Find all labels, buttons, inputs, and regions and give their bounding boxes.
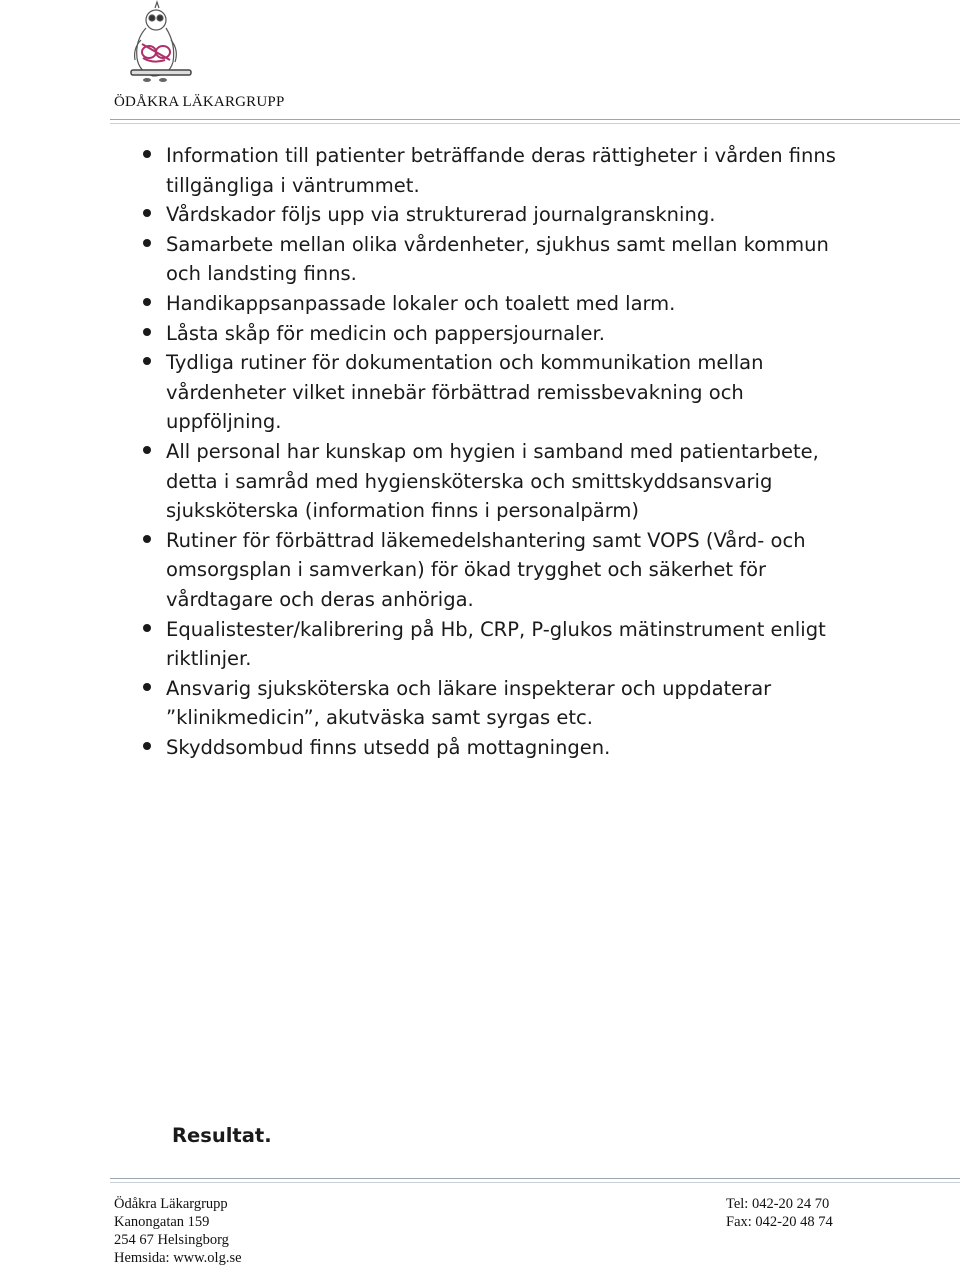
list-item [140, 230, 860, 289]
list-item-text: Handikappsanpassade lokaler och toalett med larm. [166, 291, 676, 315]
bullet-icon [143, 150, 151, 158]
list-item-text: Tydliga rutiner för dokumentation och kommunikation mellan vårdenheter vilket innebär förbättrad remissbevakning och uppföljning. [166, 351, 764, 434]
owl-logo-icon [113, 0, 195, 90]
footer-address [114, 1195, 242, 1267]
footer-street: Kanongatan 159 [114, 1214, 210, 1230]
list-item-text: Rutiner för förbättrad läkemedelshantering samt VOPS (Vård- och omsorgsplan i samverkan) för ökad trygghet och säkerhet för vårdtagare och deras anhöriga. [166, 528, 806, 611]
list-item-text: Samarbete mellan olika vårdenheter, sjukhus samt mellan kommun och landsting finns. [166, 232, 829, 286]
result-heading: Resultat. [172, 1124, 272, 1147]
header-divider [110, 119, 960, 120]
footer-divider-secondary [110, 1182, 960, 1183]
list-item [140, 348, 860, 437]
bullet-icon [143, 683, 151, 691]
list-item-text: Equalistester/kalibrering på Hb, CRP, P-glukos mätinstrument enligt riktlinjer. [166, 617, 826, 671]
list-item [140, 526, 860, 615]
list-item-text: Vårdskador följs upp via strukturerad journalgranskning. [166, 203, 716, 227]
bullet-list-container [140, 141, 860, 762]
bullet-icon [143, 742, 151, 750]
bullet-icon [143, 328, 151, 336]
clinic-logo [113, 0, 195, 90]
list-item [140, 437, 860, 526]
list-item-text: Ansvarig sjuksköterska och läkare inspekterar och uppdaterar ”klinikmedicin”, akutväska samt syrgas etc. [166, 676, 772, 730]
list-item [140, 319, 860, 349]
list-item [140, 200, 860, 230]
list-item [140, 141, 860, 200]
footer-phone: Tel: 042-20 24 70 [726, 1196, 830, 1212]
bullet-icon [143, 446, 151, 454]
footer-website: Hemsida: www.olg.se [114, 1250, 242, 1266]
list-item [140, 674, 860, 733]
bullet-icon [143, 535, 151, 543]
bullet-list [140, 141, 860, 762]
bullet-icon [143, 624, 151, 632]
organization-name: ÖDÅKRA LÄKARGRUPP [114, 94, 285, 110]
bullet-icon [143, 239, 151, 247]
list-item-text: Låsta skåp för medicin och pappersjournaler. [166, 321, 605, 345]
list-item-text: Information till patienter beträffande deras rättigheter i vården finns tillgängliga i väntrummet. [166, 144, 836, 197]
footer-divider [110, 1178, 960, 1179]
list-item-text: Skyddsombud finns utsedd på mottagningen. [166, 735, 611, 759]
bullet-icon [143, 357, 151, 365]
bullet-icon [143, 298, 151, 306]
list-item-text: All personal har kunskap om hygien i samband med patientarbete, detta i samråd med hygiensköterska och smittskyddsansvarig sjuksköterska (information finns i personalpärm) [166, 439, 819, 523]
list-item [140, 289, 860, 319]
list-item [140, 733, 860, 763]
footer-contact [726, 1195, 833, 1231]
footer-org-name: Ödåkra Läkargrupp [114, 1196, 228, 1212]
bullet-icon [143, 209, 151, 217]
header-divider-secondary [110, 123, 960, 124]
footer-fax: Fax: 042-20 48 74 [726, 1214, 833, 1230]
footer-city: 254 67 Helsingborg [114, 1232, 229, 1248]
list-item [140, 615, 860, 674]
